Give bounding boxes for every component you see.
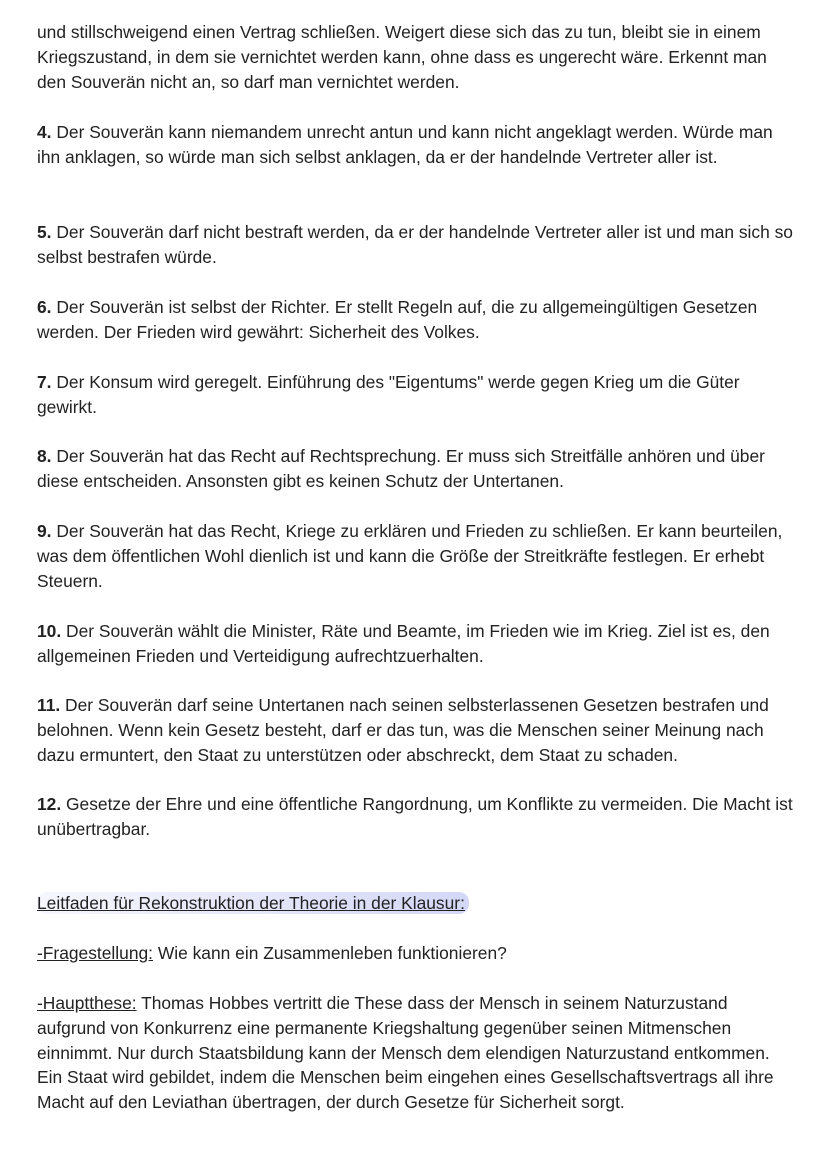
paragraph-item-10 bbox=[37, 619, 797, 669]
item-number: 11. bbox=[37, 695, 61, 715]
paragraph-item-5 bbox=[37, 220, 797, 270]
item-number: 4. bbox=[37, 122, 52, 142]
paragraph-text: Der Souverän kann niemandem unrecht antun und kann nicht angeklagt werden. Würde man ihn anklagen, so würde man sich selbst anklagen, da er der handelnde Vertreter aller ist. bbox=[37, 122, 773, 167]
paragraph-item-9 bbox=[37, 519, 797, 593]
item-number: 10. bbox=[37, 621, 62, 641]
guide-heading-line bbox=[37, 891, 797, 916]
item-number: 9. bbox=[37, 521, 52, 541]
paragraph-text: und stillschweigend einen Vertrag schließen. Weigert diese sich das zu tun, bleibt sie in einem Kriegszustand, in dem sie vernichtet werden kann, ohne dass es ungerecht wäre. Erkennt man den Souverän nicht an, so darf man vernichtet werden. bbox=[37, 22, 767, 92]
paragraph-item-8 bbox=[37, 444, 797, 494]
paragraph-item-11 bbox=[37, 693, 797, 767]
question-text: Wie kann ein Zusammenleben funktionieren? bbox=[153, 943, 507, 963]
item-number: 7. bbox=[37, 372, 52, 392]
paragraph-item-7 bbox=[37, 370, 797, 420]
question-paragraph bbox=[37, 941, 797, 966]
thesis-text: Thomas Hobbes vertritt die These dass der Mensch in seinem Naturzustand aufgrund von Konkurrenz eine permanente Kriegshaltung gegenüber seinen Mitmenschen einnimmt. Nur durch Staatsbildung kann der Mensch dem elendigen Naturzustand entkommen. Ein Staat wird gebildet, indem die Menschen beim eingehen eines Gesellschaftsvertrags all ihre Macht auf den Leviathan übertragen, der durch Gesetze für Sicherheit sorgt. bbox=[37, 993, 774, 1113]
paragraph-continuation bbox=[37, 20, 797, 94]
item-number: 6. bbox=[37, 297, 52, 317]
paragraph-text: Der Souverän darf seine Untertanen nach seinen selbsterlassenen Gesetzen bestrafen und belohnen. Wenn kein Gesetz besteht, darf er das tun, was die Menschen seiner Meinung nach dazu ermuntert, den Staat zu unterstützen oder abschreckt, dem Staat zu schaden. bbox=[37, 695, 769, 765]
paragraph-item-12 bbox=[37, 792, 797, 842]
paragraph-text: Der Souverän ist selbst der Richter. Er stellt Regeln auf, die zu allgemeingültigen Gesetzen werden. Der Frieden wird gewährt: Sicherheit des Volkes. bbox=[37, 297, 758, 342]
paragraph-item-6 bbox=[37, 295, 797, 345]
item-number: 5. bbox=[37, 222, 52, 242]
paragraph-text: Der Souverän hat das Recht auf Rechtsprechung. Er muss sich Streitfälle anhören und über diese entscheiden. Ansonsten gibt es keinen Schutz der Untertanen. bbox=[37, 446, 765, 491]
paragraph-text: Der Konsum wird geregelt. Einführung des "Eigentums" werde gegen Krieg um die Güter gewirkt. bbox=[37, 372, 740, 417]
paragraph-text: Der Souverän hat das Recht, Kriege zu erklären und Frieden zu schließen. Er kann beurteilen, was dem öffentlichen Wohl dienlich ist und kann die Größe der Streitkräfte festlegen. Er erhebt Steuern. bbox=[37, 521, 783, 591]
guide-heading: Leitfaden für Rekonstruktion der Theorie in der Klausur: bbox=[37, 892, 469, 914]
item-number: 8. bbox=[37, 446, 52, 466]
thesis-paragraph bbox=[37, 991, 797, 1115]
thesis-label: -Hauptthese: bbox=[37, 993, 137, 1013]
paragraph-item-4 bbox=[37, 120, 797, 170]
question-label: -Fragestellung: bbox=[37, 943, 153, 963]
paragraph-text: Der Souverän wählt die Minister, Räte und Beamte, im Frieden wie im Krieg. Ziel ist es, den allgemeinen Frieden und Verteidigung aufrechtzuerhalten. bbox=[37, 621, 770, 666]
item-number: 12. bbox=[37, 794, 62, 814]
paragraph-text: Gesetze der Ehre und eine öffentliche Rangordnung, um Konflikte zu vermeiden. Die Macht ist unübertragbar. bbox=[37, 794, 793, 839]
paragraph-text: Der Souverän darf nicht bestraft werden, da er der handelnde Vertreter aller ist und man sich so selbst bestrafen würde. bbox=[37, 222, 793, 267]
